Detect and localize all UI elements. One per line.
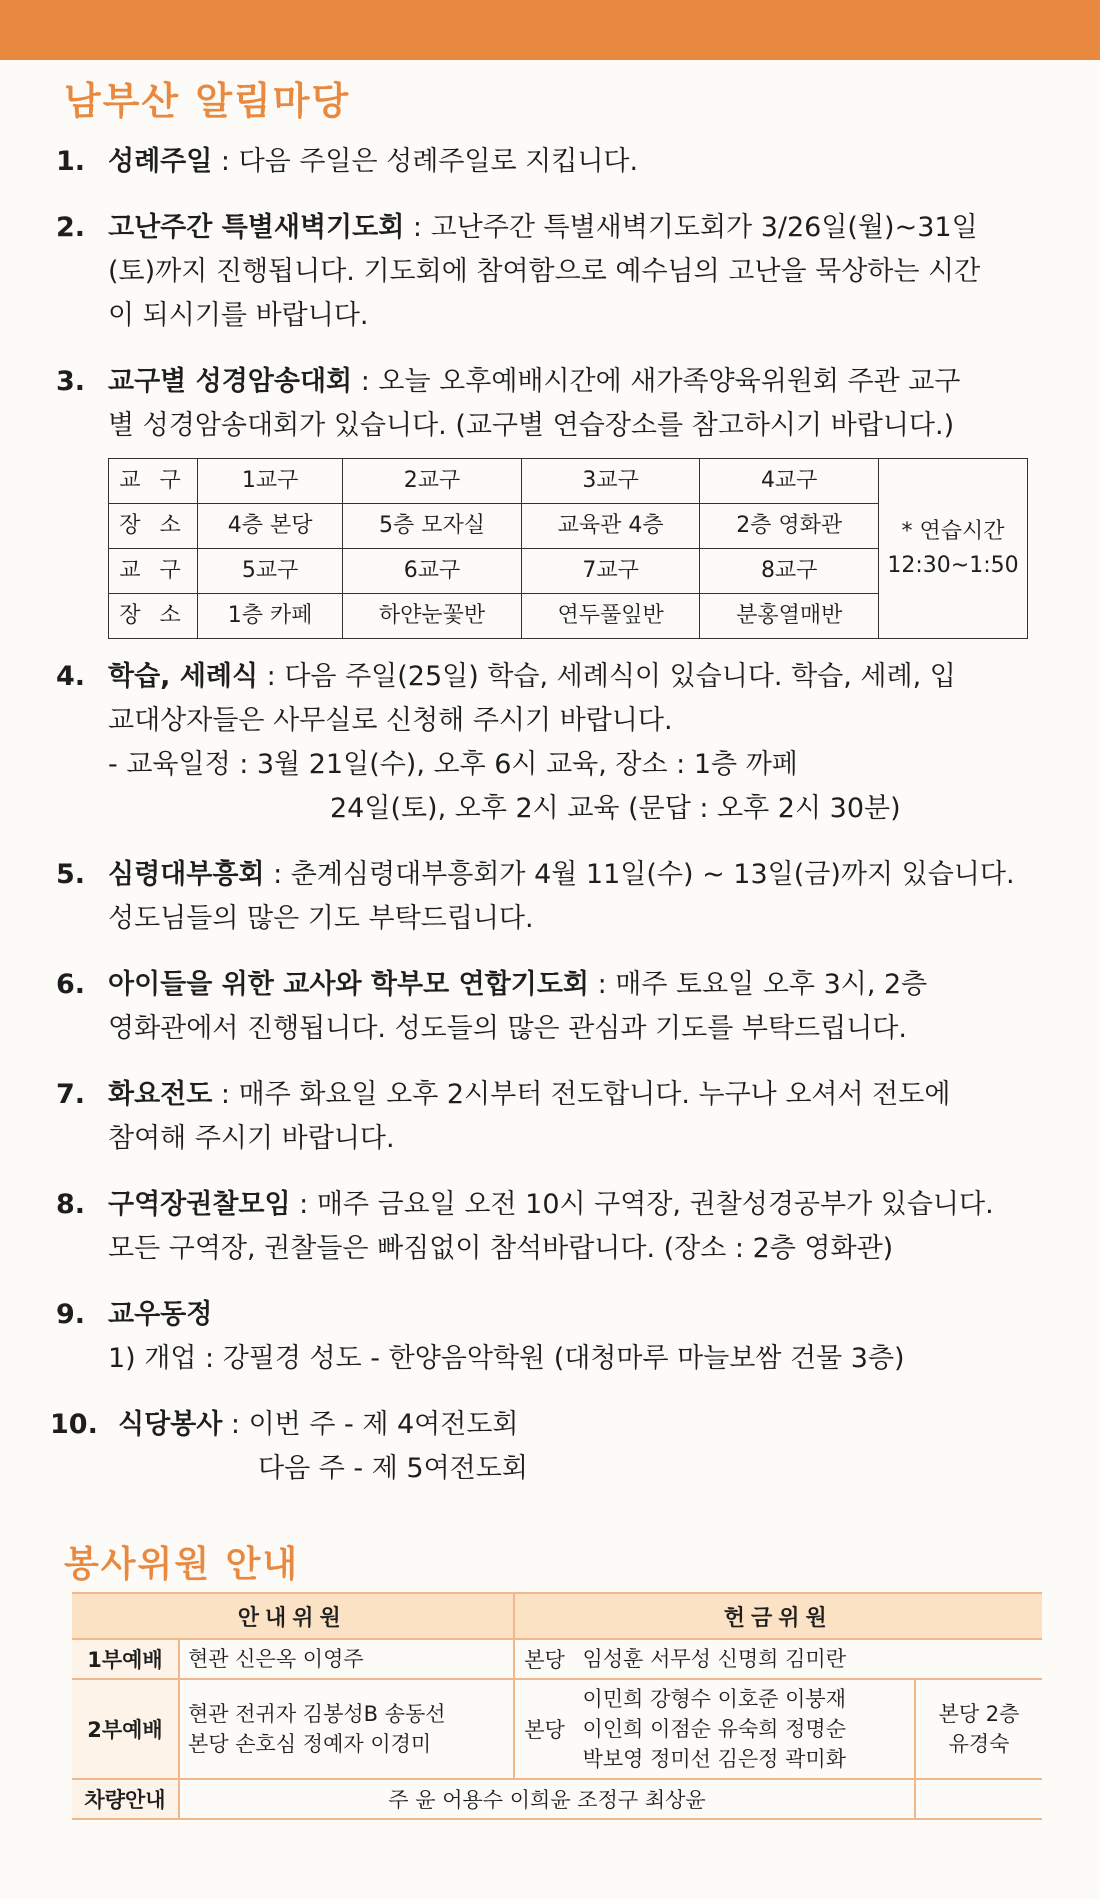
notice-text: 모든 구역장, 권찰들은 빠짐없이 참석바랍니다. (장소 : 2층 영화관): [108, 1233, 894, 1264]
guide-names: 현관 신은옥 이영주: [188, 1647, 364, 1671]
notice-item-7: [56, 1073, 1046, 1161]
notice-subline: 24일(토), 오후 2시 교육 (문답 : 오후 2시 30분): [330, 793, 901, 824]
service2-offering: [575, 1679, 915, 1779]
service2-guide: [179, 1679, 514, 1779]
notice-item-10: [50, 1403, 1046, 1491]
service2-label: 2부예배: [72, 1679, 179, 1779]
notice-number: 4.: [56, 661, 86, 692]
extra-name: 유경숙: [948, 1732, 1010, 1756]
notice-text: 이 되시기를 바랍니다.: [108, 300, 369, 331]
practice-location-table: [108, 458, 1028, 639]
place-cell: 5층 모자실: [343, 504, 522, 549]
notice-heading: 고난주간 특별새벽기도회: [108, 212, 405, 243]
notice-text: : 매주 화요일 오후 2시부터 전도합니다. 누구나 오셔서 전도에: [212, 1079, 951, 1110]
row-label-place: 장 소: [109, 504, 198, 549]
service1-offering-place: 본당: [514, 1639, 575, 1679]
extra-place: 본당 2층: [938, 1702, 1020, 1726]
guide-header: 안내위원: [72, 1593, 514, 1639]
notice-text: 영화관에서 진행됩니다. 성도들의 많은 관심과 기도를 부탁드립니다.: [108, 1013, 907, 1044]
guide-names: 현관 전귀자 김봉성B 송동선: [188, 1702, 446, 1726]
notice-text: : 다음 주일은 성례주일로 지킵니다.: [212, 146, 639, 177]
notice-text: : 고난주간 특별새벽기도회가 3/26일(월)~31일: [404, 212, 978, 243]
district-cell: 8교구: [700, 549, 879, 594]
notice-heading: 심령대부흥회: [108, 859, 265, 890]
service2-offering-place: 본당: [514, 1679, 575, 1779]
notice-item-9: [56, 1293, 1046, 1381]
notice-heading: 아이들을 위한 교사와 학부모 연합기도회: [108, 969, 589, 1000]
district-cell: 1교구: [198, 459, 343, 504]
notice-heading: 교구별 성경암송대회: [108, 366, 353, 397]
notice-item-3: [56, 360, 1046, 639]
notice-text: : 매주 토요일 오후 3시, 2층: [589, 969, 928, 1000]
notice-text: 교대상자들은 사무실로 신청해 주시기 바랍니다.: [108, 705, 673, 736]
place-cell: 분홍열매반: [700, 594, 879, 639]
district-cell: 2교구: [343, 459, 522, 504]
notice-text: : 이번 주 - 제 4여전도회: [222, 1409, 519, 1440]
service2-extra: [915, 1679, 1042, 1779]
notice-heading: 식당봉사: [118, 1409, 223, 1440]
offering-names: 이인희 이점순 유숙희 정명순: [582, 1717, 846, 1741]
district-cell: 6교구: [343, 549, 522, 594]
offering-names: 이민희 강형수 이호준 이붕재: [582, 1687, 846, 1711]
place-cell: 2층 영화관: [700, 504, 879, 549]
offering-names: 임성훈 서무성 신명희 김미란: [582, 1647, 846, 1671]
row-label-place: 장 소: [109, 594, 198, 639]
notice-subline: 다음 주 - 제 5여전도회: [258, 1453, 528, 1484]
row-label-district: 교 구: [109, 459, 198, 504]
notice-text: : 춘계심령대부흥회가 4월 11일(수) ~ 13일(금)까지 있습니다.: [264, 859, 1015, 890]
practice-time-note: [879, 459, 1028, 639]
guide-names: 본당 손호심 정예자 이경미: [188, 1732, 432, 1756]
notice-heading: 화요전도: [108, 1079, 213, 1110]
volunteer-table: [72, 1592, 1042, 1820]
district-cell: 7교구: [521, 549, 700, 594]
notice-text: : 다음 주일(25일) 학습, 세례식이 있습니다. 학습, 세례, 입: [258, 661, 956, 692]
place-cell: 1층 카페: [198, 594, 343, 639]
notice-text: (토)까지 진행됩니다. 기도회에 참여함으로 예수님의 고난을 묵상하는 시간: [108, 256, 981, 287]
notice-text: : 매주 금요일 오전 10시 구역장, 권찰성경공부가 있습니다.: [290, 1189, 994, 1220]
notice-heading: 교우동정: [108, 1299, 213, 1330]
parking-names: 주 윤 어용수 이희윤 조정구 최상윤: [179, 1779, 915, 1819]
service1-label: 1부예배: [72, 1639, 179, 1679]
parking-empty-cell: [915, 1779, 1042, 1819]
district-cell: 3교구: [521, 459, 700, 504]
place-cell: 교육관 4층: [521, 504, 700, 549]
service1-offering: [575, 1639, 1042, 1679]
practice-time-value: 12:30~1:50: [887, 552, 1019, 578]
notice-heading: 학습, 세례식: [108, 661, 259, 692]
notice-text: 성도님들의 많은 기도 부탁드립니다.: [108, 903, 534, 934]
top-color-bar: [0, 0, 1100, 60]
notice-item-1: [56, 140, 1046, 184]
service1-guide: [179, 1639, 514, 1679]
place-cell: 연두풀잎반: [521, 594, 700, 639]
row-label-district: 교 구: [109, 549, 198, 594]
notice-item-2: [56, 206, 1046, 338]
notice-number: 8.: [56, 1189, 86, 1220]
page-title: 남부산 알림마당: [64, 79, 351, 123]
offering-header: 헌금위원: [514, 1593, 1042, 1639]
notice-number: 6.: [56, 969, 86, 1000]
notice-item-6: [56, 963, 1046, 1051]
notice-number: 9.: [56, 1299, 86, 1330]
volunteer-section-title: 봉사위원 안내: [64, 1544, 300, 1585]
notice-number: 2.: [56, 212, 86, 243]
notice-heading: 구역장권찰모임: [108, 1189, 291, 1220]
notice-text: : 오늘 오후예배시간에 새가족양육위원회 주관 교구: [352, 366, 961, 397]
notice-number: 5.: [56, 859, 86, 890]
notice-number: 7.: [56, 1079, 86, 1110]
notice-item-4: [56, 655, 1046, 831]
notice-list: [50, 140, 1046, 1513]
practice-time-label: * 연습시간: [901, 518, 1005, 544]
notice-heading: 성례주일: [108, 146, 213, 177]
notice-text: 별 성경암송대회가 있습니다. (교구별 연습장소를 참고하시기 바랍니다.): [108, 410, 955, 441]
parking-label: 차량안내: [72, 1779, 179, 1819]
offering-names: 박보영 정미선 김은정 곽미화: [582, 1747, 846, 1771]
district-cell: 5교구: [198, 549, 343, 594]
notice-text: 참여해 주시기 바랍니다.: [108, 1123, 395, 1154]
volunteer-table-wrap: [72, 1592, 1042, 1820]
notice-subline: - 교육일정 : 3월 21일(수), 오후 6시 교육, 장소 : 1층 까페: [108, 749, 798, 780]
notice-text: 1) 개업 : 강필경 성도 - 한양음악학원 (대청마루 마늘보쌈 건물 3층): [108, 1343, 905, 1374]
district-cell: 4교구: [700, 459, 879, 504]
notice-item-5: [56, 853, 1046, 941]
notice-number: 3.: [56, 366, 86, 397]
notice-number: 10.: [50, 1409, 98, 1440]
place-cell: 하얀눈꽃반: [343, 594, 522, 639]
notice-number: 1.: [56, 146, 86, 177]
place-cell: 4층 본당: [198, 504, 343, 549]
notice-item-8: [56, 1183, 1046, 1271]
